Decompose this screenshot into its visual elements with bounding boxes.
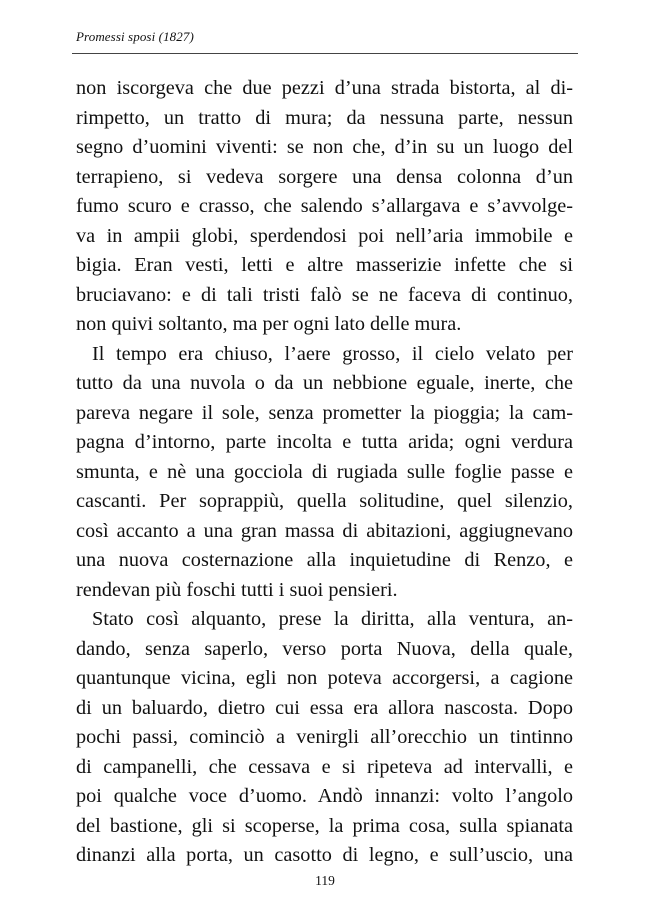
paragraph-3 [76,605,573,871]
text-line: pareva negare il sole, senza prometter la pioggia; la cam- [76,401,573,424]
text-line: pagna d’intorno, parte incolta e tutta arida; ogni verdura [76,431,573,453]
text-line: quantunque vicina, egli non poteva accorgersi, a cagione [76,667,573,689]
text-line: bruciavano: e di tali tristi falò se ne faceva di continuo, [76,283,573,306]
text-line: poi qualche voce d’uomo. Andò innanzi: volto l’angolo [76,785,573,807]
text-line: segno d’uomini viventi: se non che, d’in su un luogo del [76,136,573,158]
text-line: cascanti. Per soprappiù, quella solitudine, quel silenzio, [76,490,573,512]
text-line: non iscorgeva che due pezzi d’una strada bistorta, al di- [76,77,573,99]
text-line: di campanelli, che cessava e si ripeteva ad intervalli, e [76,755,573,778]
text-line: tutto da una nuvola o da un nebbione eguale, inerte, che [76,372,573,394]
text-line: rendevan più foschi tutti i suoi pensieri. [76,578,398,601]
text-line: va in ampii globi, sperdendosi poi nell’aria immobile e [76,224,573,247]
paragraph-1 [76,74,573,340]
text-line: del bastione, gli si scoperse, la prima cosa, sulla spianata [76,814,573,837]
text-line: terrapieno, si vedeva sorgere una densa colonna d’un [76,165,573,188]
text-line: così accanto a una gran massa di abitazioni, aggiugnevano [76,519,573,542]
paragraph-2 [76,340,573,606]
text-line: non quivi soltanto, ma per ogni lato delle mura. [76,313,462,335]
header-rule [72,53,578,54]
text-line: pochi passi, cominciò a venirgli all’orecchio un tintinno [76,726,573,748]
text-line: una nuova costernazione alla inquietudine di Renzo, e [76,549,573,571]
text-line: Stato così alquanto, prese la diritta, alla ventura, an- [92,608,573,630]
text-line: bigia. Eran vesti, letti e altre masserizie infette che si [76,254,573,276]
text-line: smunta, e nè una gocciola di rugiada sulle foglie passe e [76,460,573,483]
text-line: dinanzi alla porta, un casotto di legno, e sull’uscio, una [76,844,573,866]
running-title: Promessi sposi (1827) [76,29,194,44]
text-line: Il tempo era chiuso, l’aere grosso, il cielo velato per [92,342,573,365]
body-text [76,74,573,871]
text-line: di un baluardo, dietro cui essa era allora nascosta. Dopo [76,696,573,719]
text-line: dando, senza saperlo, verso porta Nuova, della quale, [76,637,573,660]
page-number: 119 [315,873,335,888]
text-line: fumo scuro e crasso, che salendo s’allargava e s’avvolge- [76,195,573,217]
text-line: rimpetto, un tratto di mura; da nessuna parte, nessun [76,106,573,129]
